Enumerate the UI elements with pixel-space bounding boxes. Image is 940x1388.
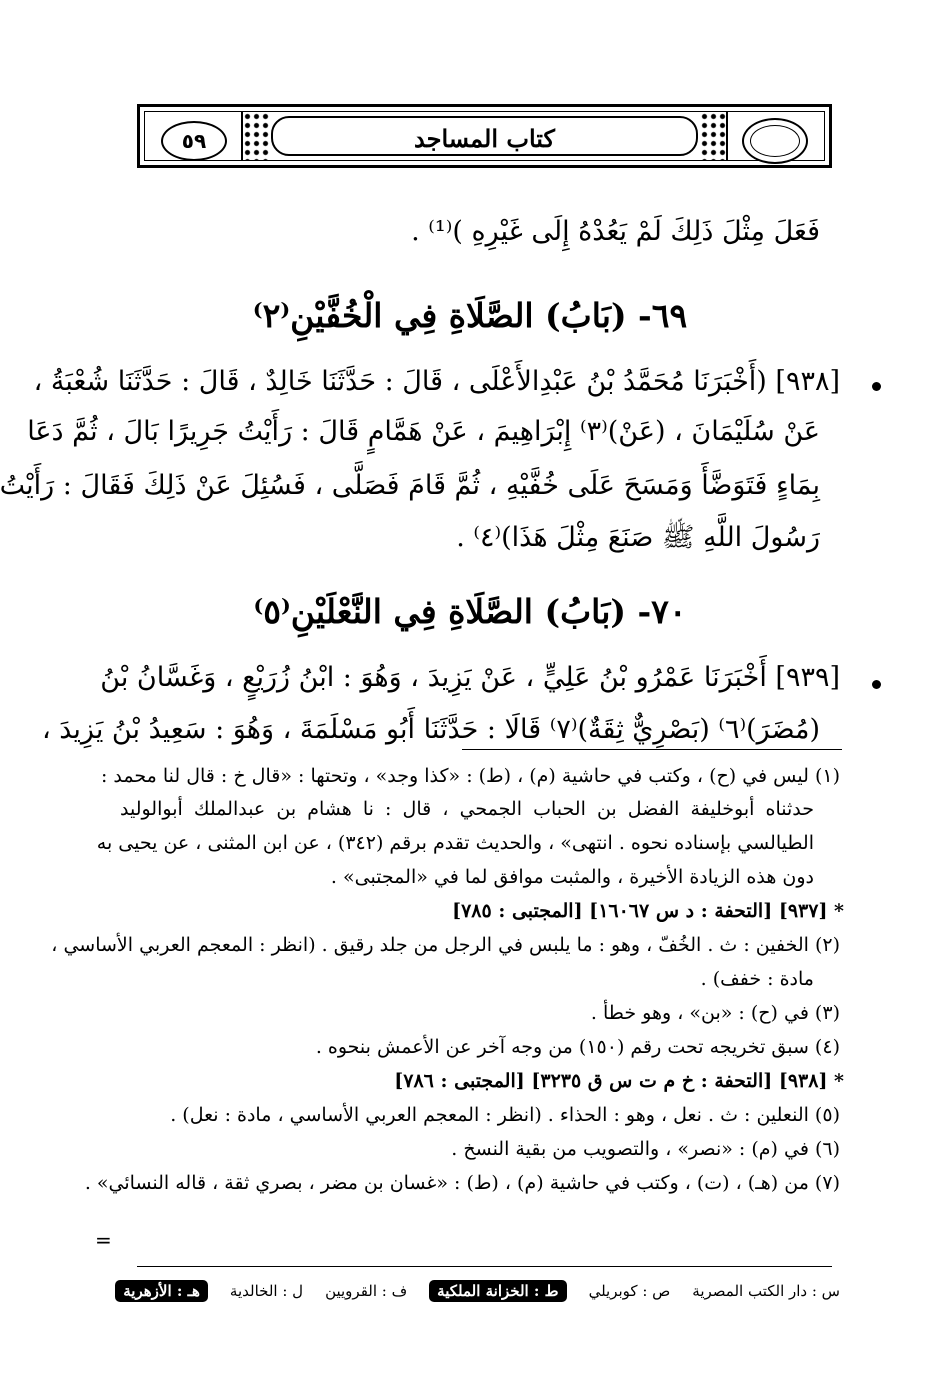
header-ornament-left	[243, 112, 269, 160]
takhrij-ref-938	[120, 1072, 844, 1091]
header-inner-frame	[144, 111, 825, 161]
hadith-938-line-1: [٩٣٨] (أَخْبَرَنَا مُحَمَّدُ بْنُ عَبْدِالأَعْلَى ، قَالَ : حَدَّثَنَا خَالِدٌ ، قَالَ : حَدَّثَنَا شُعْبَةُ ،	[33, 366, 840, 397]
header-ornament-right	[700, 112, 726, 160]
footnote-1-line-3: الطيالسي بإسناده نحوه . انتهى» ، والحديث تقدم برقم (٣٤٢) ، عن ابن المثنى ، عن يحيى به	[96, 832, 814, 854]
legend-lam: ل : الخالدية	[229, 1282, 304, 1300]
footnote-1-line-1: (١) ليس في (ح) ، وكتب في حاشية (م) ، (ط) : «كذا وجد» ، وتحتها : «قال خ : قال لنا محمد :	[100, 765, 840, 787]
takhrij-ref-938-text: [٩٣٨] [التحفة : خ م ت س ق ٣٢٣٥] [المجتبى : ٧٨٦]	[394, 1070, 828, 1092]
legend-ta: ط : الخزانة الملكية	[429, 1280, 566, 1302]
header-left-panel	[145, 112, 243, 160]
seal-ring	[750, 125, 800, 157]
footnote-6: (٦) في (م) : «نصر» ، والتصويب من بقية النسخ .	[451, 1138, 840, 1160]
asterisk-icon: *	[827, 1070, 844, 1092]
book-title: كتاب المساجد	[414, 124, 555, 153]
footnote-2-line-1: (٢) الخفين : ث . الخُفّ ، وهو : ما يلبس في الرجل من جلد رقيق . (انظر : المعجم العربي الأساسي ،	[51, 934, 840, 956]
footnote-1-line-2: حدثناه أبوخليفة الفضل بن الحباب الجمحي ، قال : نا هشام بن عبدالملك أبوالوليد	[120, 798, 814, 820]
hadith-939-line-2: (مُضَرَ)⁽٦⁾ (بَصْرِيٌّ ثِقَةٌ)⁽٧⁾ قَالَا : حَدَّثَنَا أَبُو مَسْلَمَةَ ، وَهُوَ : سَعِيدُ بْنُ يَزِيدَ ،	[41, 714, 820, 745]
body-line-continuation: فَعَلَ مِثْلَ ذَلِكَ لَمْ يَعُدْهُ إِلَى غَيْرِهِ )⁽¹⁾ .	[411, 216, 820, 247]
footnote-5: (٥) النعلين : ث . نعل ، وهو : الحذاء . (انظر : المعجم العربي الأساسي ، مادة : نعل) .	[170, 1104, 840, 1126]
legend-ha: هـ : الأزهرية	[115, 1280, 208, 1302]
hadith-938-line-2: عَنْ سُلَيْمَانَ ، (عَنْ)⁽٣⁾ إِبْرَاهِيمَ ، عَنْ هَمَّامٍ قَالَ : رَأَيْتُ جَرِيرًا بَالَ ، ثُمَّ دَعَا	[27, 416, 820, 447]
hadith-938-line-4: رَسُولَ اللَّهِ ﷺ صَنَعَ مِثْلَ هَذَا)⁽٤⁾ .	[456, 522, 820, 553]
manuscript-legend	[123, 1278, 840, 1304]
legend-s: س : دار الكتب المصرية	[692, 1282, 840, 1300]
continuation-mark: =	[95, 1228, 112, 1252]
hadith-bullet-939	[872, 680, 881, 689]
takhrij-ref-937-text: [٩٣٧] [التحفة : د س ١٦٠٦٧] [المجتبى : ٧٨٥]	[452, 900, 828, 922]
page-header	[137, 104, 832, 168]
footnote-2-line-2: مادة : خفف) .	[700, 968, 814, 990]
asterisk-icon: *	[827, 900, 844, 922]
header-title-cartouche	[271, 116, 698, 156]
hadith-939-line-1: [٩٣٩] أَخْبَرَنَا عَمْرُو بْنُ عَلِيٍّ ، عَنْ يَزِيدَ ، وَهُوَ : ابْنُ زُرَيْعٍ ، وَغَسَّانُ بْنُ	[100, 662, 840, 693]
page-number: ٥٩	[161, 121, 227, 161]
chapter-heading-69: ٦٩- (بَابُ) الصَّلَاةِ فِي الْخُفَّيْنِ⁽٢⁾	[252, 296, 688, 335]
hadith-938-line-3: بِمَاءٍ فَتَوَضَّأَ وَمَسَحَ عَلَى خُفَّيْهِ ، ثُمَّ قَامَ فَصَلَّى ، فَسُئِلَ عَنْ ذَلِكَ فَقَالَ : رَأَيْتُ	[0, 470, 820, 501]
footnote-1-line-4: دون هذه الزيادة الأخيرة ، والمثبت موافق لما في «المجتبى» .	[330, 866, 814, 888]
takhrij-ref-937	[120, 902, 844, 921]
footnote-separator	[462, 749, 842, 750]
chapter-heading-70: ٧٠- (بَابُ) الصَّلَاةِ فِي النَّعْلَيْنِ⁽٥⁾	[253, 592, 687, 631]
footnote-3: (٣) في (ح) : «بن» ، وهو خطأ .	[590, 1002, 840, 1024]
footnote-4: (٤) سبق تخريجه تحت رقم (١٥٠) من وجه آخر عن الأعمش بنحوه .	[315, 1036, 840, 1058]
hadith-bullet-938	[872, 382, 881, 391]
legend-sad: ص : كوبريلي	[588, 1282, 671, 1300]
legend-fa: ف : القرويين	[325, 1282, 408, 1300]
footnote-7: (٧) من (هـ) ، (ت) ، وكتب في حاشية (م) ، (ط) : «غسان بن مضر ، بصري ثقة ، قاله النسائي» .	[84, 1172, 840, 1194]
header-right-panel	[726, 112, 824, 160]
publisher-seal-logo	[742, 118, 808, 164]
legend-rule	[137, 1266, 832, 1267]
